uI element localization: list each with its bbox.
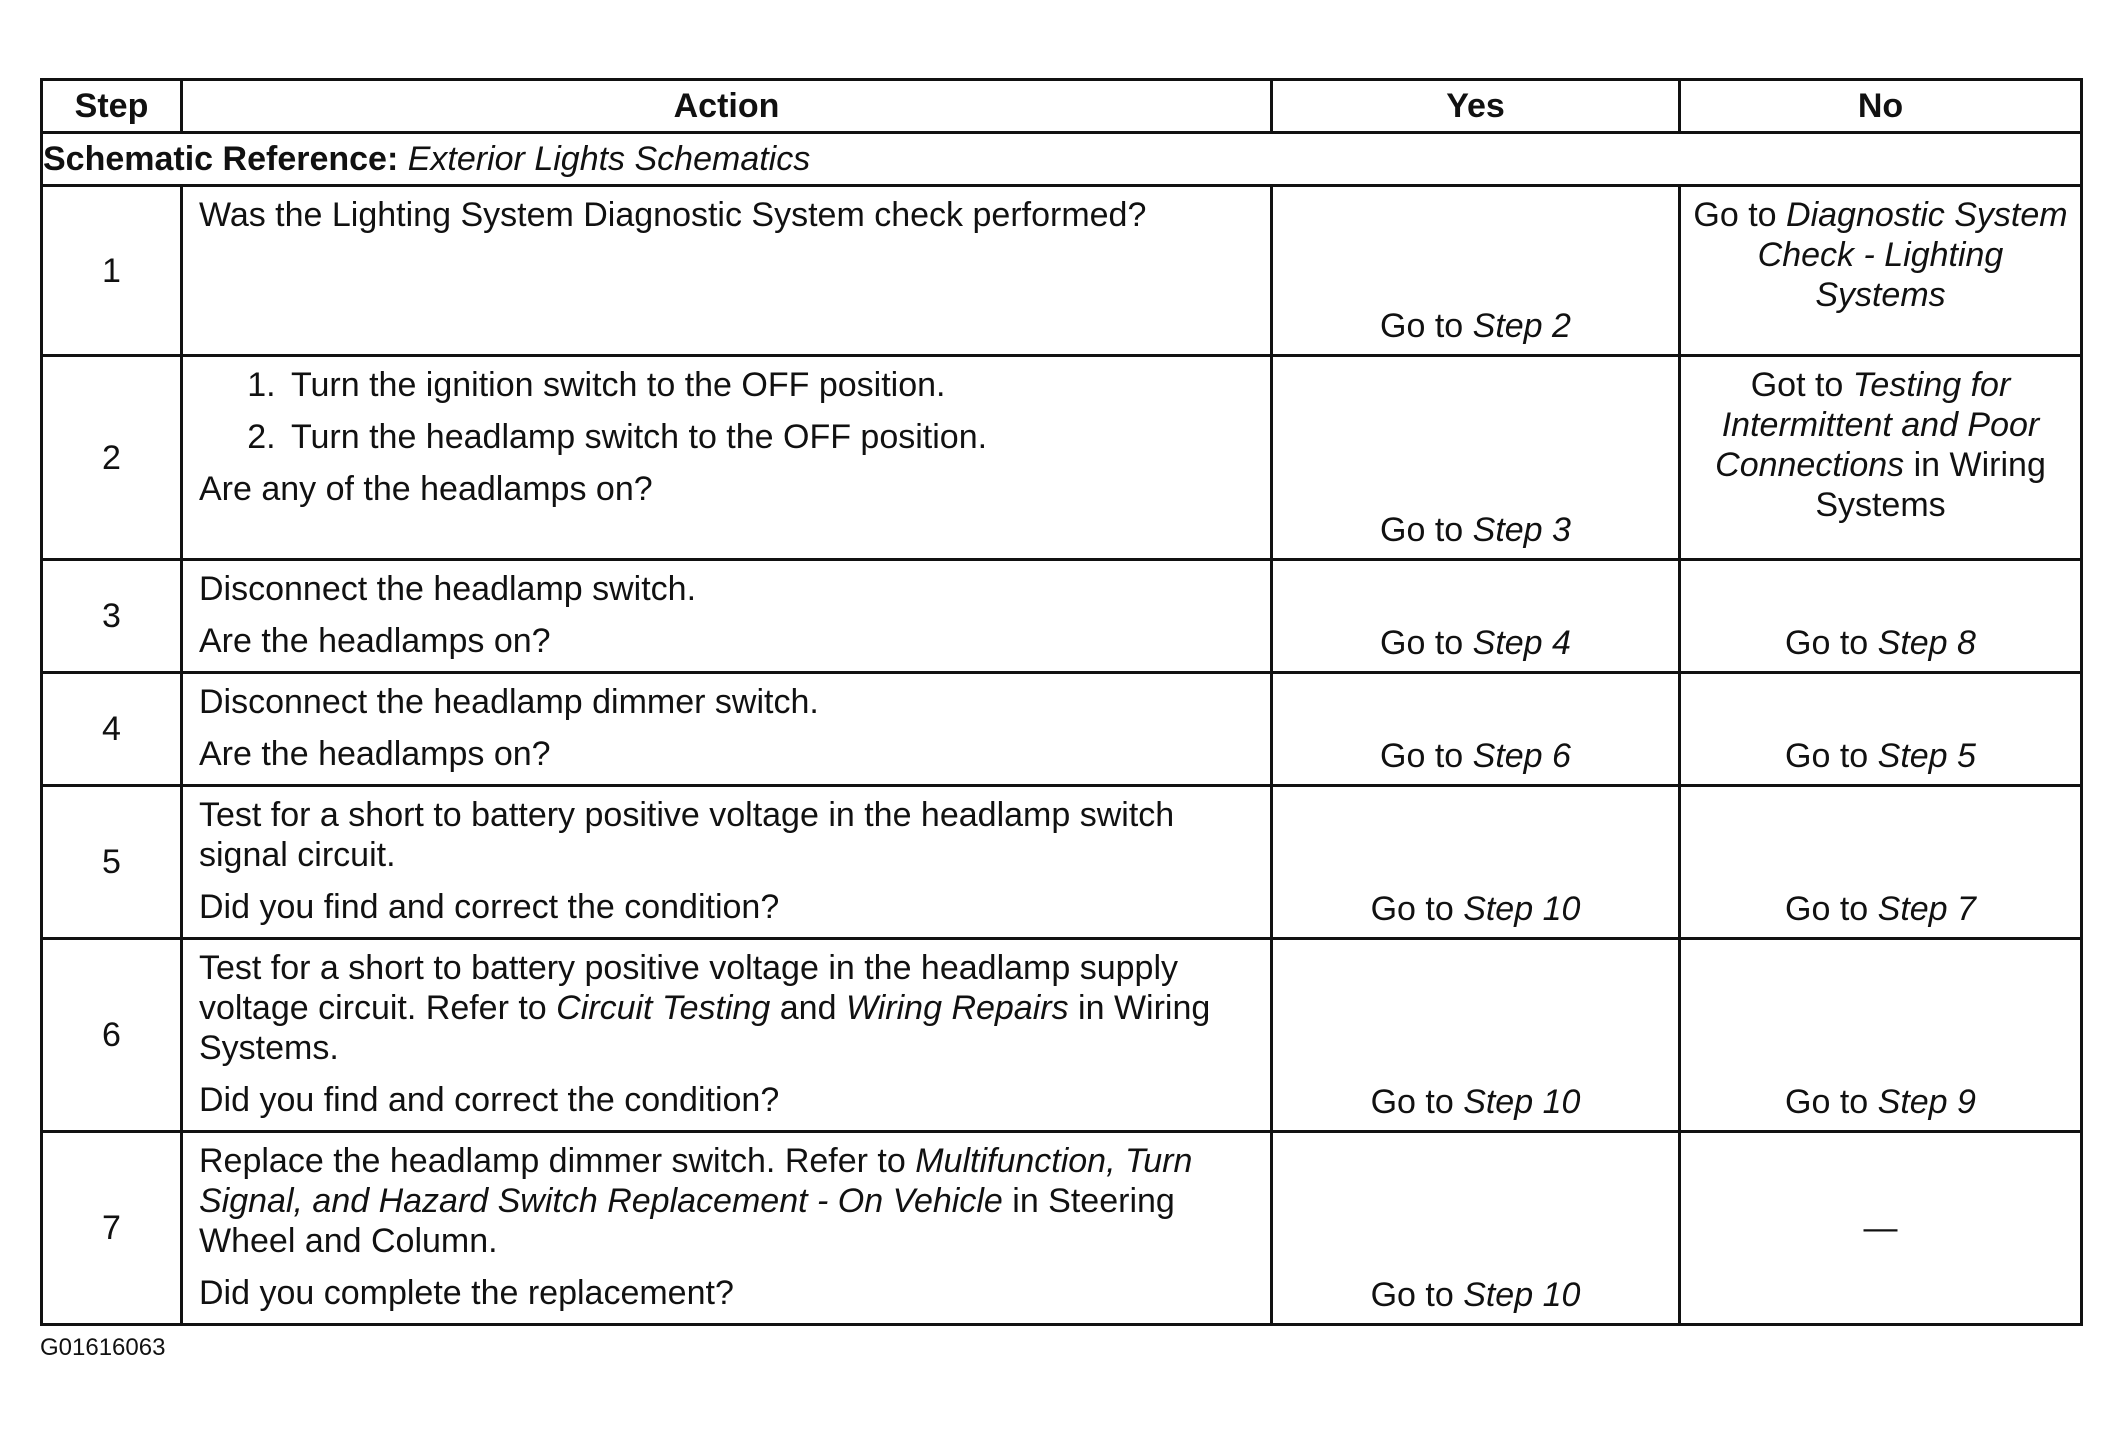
yes-cell [1272,786,1680,939]
action-steps-list [199,365,1256,457]
action-reference-link[interactable]: Multifunction, Turn Signal, and Hazard Switch Replacement - On Vehicle [199,1142,1193,1220]
no-text: Got to [1750,366,1853,404]
yes-step-link[interactable]: Step 4 [1472,624,1571,662]
table-row [42,560,2082,673]
table-row [42,786,2082,939]
action-cell [182,786,1272,939]
action-cell [182,673,1272,786]
action-paragraph: Are the headlamps on? [199,622,551,660]
yes-cell [1272,1132,1680,1325]
yes-step-link[interactable]: Step 10 [1463,1276,1581,1314]
step-number: 1 [42,186,182,356]
action-reference-link[interactable]: Wiring Repairs [845,989,1069,1027]
table-row [42,356,2082,560]
action-text: in Steering Wheel and Column. [199,1182,1175,1260]
yes-step-link[interactable]: Step 2 [1472,307,1571,345]
no-prefix: Go to [1785,624,1878,662]
yes-cell [1272,939,1680,1132]
no-step-link[interactable]: Step 9 [1877,1083,1976,1121]
table-row [42,1132,2082,1325]
no-reference-link[interactable]: Testing for Intermittent and Poor Connections [1715,366,2040,484]
no-cell [1680,673,2082,786]
action-text: in Wiring Systems. [199,989,1211,1067]
action-paragraph: Disconnect the headlamp switch. [199,570,697,608]
diagnostic-table-container [40,78,2080,1326]
no-cell [1680,1132,2082,1325]
diagnostic-table [40,78,2083,1326]
action-paragraph: Did you find and correct the condition? [199,1081,780,1119]
yes-cell [1272,560,1680,673]
header-no: No [1680,80,2082,133]
no-cell [1680,186,2082,356]
figure-code: G01616063 [40,1334,166,1361]
action-cell [182,939,1272,1132]
action-paragraph [199,948,1256,1068]
action-text: Test for a short to battery positive voltage in the headlamp supply voltage circuit. Refer to [199,949,1178,1027]
no-prefix: Go to [1785,1083,1878,1121]
no-prefix: Go to [1785,737,1878,775]
action-paragraph: Disconnect the headlamp dimmer switch. [199,683,819,721]
yes-step-link[interactable]: Step 10 [1463,890,1581,928]
schematic-reference-row [42,133,2082,186]
action-paragraph: Test for a short to battery positive voltage in the headlamp switch signal circuit. [199,796,1175,874]
action-paragraph: Did you find and correct the condition? [199,888,780,926]
no-cell [1680,356,2082,560]
yes-cell [1272,186,1680,356]
no-text: Go to [1693,196,1787,234]
action-cell [182,356,1272,560]
action-step-item: 1. Turn the ignition switch to the OFF position. [285,365,1256,405]
no-step-link[interactable]: Step 8 [1877,624,1976,662]
step-number: 3 [42,560,182,673]
action-text: and [770,989,846,1027]
no-text: in Wiring Systems [1815,446,2046,524]
yes-prefix: Go to [1370,890,1464,928]
action-paragraph: Are any of the headlamps on? [199,470,653,508]
yes-prefix: Go to [1380,511,1473,549]
schematic-reference-cell [42,133,2082,186]
action-paragraph: Did you complete the replacement? [199,1274,734,1312]
no-cell [1680,560,2082,673]
action-paragraph [199,1141,1256,1261]
header-step: Step [42,80,182,133]
step-number: 7 [42,1132,182,1325]
no-dash: — [1863,1209,1898,1247]
yes-prefix: Go to [1370,1276,1464,1314]
yes-prefix: Go to [1370,1083,1464,1121]
yes-cell [1272,673,1680,786]
action-paragraph: Are the headlamps on? [199,735,551,773]
no-step-link[interactable]: Step 5 [1877,737,1976,775]
header-row [42,80,2082,133]
header-yes: Yes [1272,80,1680,133]
no-cell [1680,939,2082,1132]
table-row [42,673,2082,786]
schematic-reference-label: Schematic Reference: [43,140,399,178]
action-step-item: 2. Turn the headlamp switch to the OFF position. [285,417,1256,457]
schematic-reference-link[interactable]: Exterior Lights Schematics [407,140,811,178]
no-prefix: Go to [1785,890,1878,928]
yes-prefix: Go to [1380,737,1473,775]
step-number: 2 [42,356,182,560]
table-row [42,186,2082,356]
yes-prefix: Go to [1380,624,1473,662]
action-paragraph: Was the Lighting System Diagnostic System check performed? [199,196,1147,234]
action-reference-link[interactable]: Circuit Testing [556,989,771,1027]
action-cell [182,1132,1272,1325]
table-row [42,939,2082,1132]
header-action: Action [182,80,1272,133]
yes-step-link[interactable]: Step 6 [1472,737,1571,775]
step-number: 6 [42,939,182,1132]
yes-prefix: Go to [1380,307,1473,345]
yes-step-link[interactable]: Step 10 [1463,1083,1581,1121]
action-text: Replace the headlamp dimmer switch. Refer to [199,1142,916,1180]
step-number: 5 [42,786,182,939]
step-number: 4 [42,673,182,786]
no-step-link[interactable]: Step 7 [1877,890,1976,928]
no-cell [1680,786,2082,939]
action-cell [182,560,1272,673]
yes-cell [1272,356,1680,560]
no-reference-link[interactable]: Diagnostic System Check - Lighting Systems [1757,196,2068,314]
yes-step-link[interactable]: Step 3 [1472,511,1571,549]
action-cell [182,186,1272,356]
